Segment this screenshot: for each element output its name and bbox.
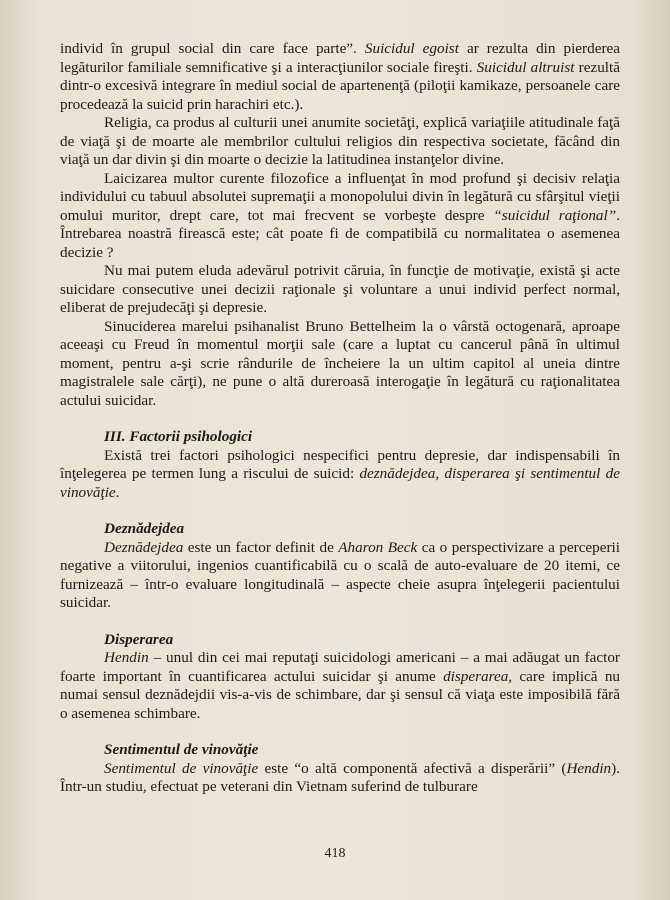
paragraph-vinovatie: Sentimentul de vinovăţie este “o altă componentă afectivă a disperării” (Hendin). Într-un studiu, efectuat pe veterani din Vietnam suferind de tulburare (60, 759, 621, 795)
paragraph-deznadejdea: Deznădejdea este un factor definit de Aharon Beck ca o perspectivizare a perceperii negative a viitorului, ingenios cuantificabilă cu o scală de auto-evaluare de 20 itemi, ce furnizează – într-o evaluare longitudinală – aspecte cheie asupra înţelegerii pacientului suicidar. (60, 538, 621, 611)
page-body (60, 40, 620, 797)
section-heading: III. Factorii psihologici (104, 428, 253, 445)
subheading-disperarea: Disperarea (104, 630, 174, 648)
paragraph-rational-suicide: Nu mai putem eluda adevărul potrivit căruia, în funcţie de motivaţie, există şi acte suicidare consecutive unei decizii raţionale şi voluntare a unui individ perfect normal, eliberat de prejudecăţi şi depresie. (60, 262, 620, 316)
paragraph-disperarea: Hendin – unul din cei mai reputaţi suicidologi americani – a mai adăugat un factor foarte important în cuantificarea actului suicidar şi anume disperarea, care implică nu numai sensul deznădejdii vis-a-vis de schimbare, dar şi sensul că viaţa este imposibilă fără o asemenea schimbare. (60, 649, 621, 722)
paragraph-laicization: Laicizarea multor curente filozofice a influenţat în mod profund şi decisiv relaţia individului cu tabuul absolutei supremaţii a monopolului divin în legătură cu sfârşitul vieţii omului muritor, drept care, tot mai frecvent se vorbeşte despre “suicidul raţional”. Întrebarea noastră firească este; cât poate fi de compatibilă cu normalitatea o asemenea decizie ? (60, 169, 620, 261)
paragraph-religion: Religia, ca produs al culturii unei anumite societăţi, explică variaţiile atitudinale faţă de viaţă şi de moarte ale membrilor cultului religios din respectiva societate, făcând din viaţă un dar divin şi din moarte o decizie la latitudinea instanţelor divine. (60, 114, 620, 168)
page-number: 418 (324, 846, 346, 861)
paragraph-bettelheim: Sinuciderea marelui psihanalist Bruno Bettelheim la o vârstă octogenară, aproape aceeaşi cu Freud în momentul morţii sale (care a luptat cu cancerul până în ultimul moment, pentru a-şi scrie rândurile de încheiere la un ultim capitol al uneia dintre magistralele sale cărţi), ne pune o altă dureroasă interogaţie în legătură cu raţionalitatea actului suicidar. (60, 317, 620, 409)
paragraph-factors: Există trei factori psihologici nespecifici pentru depresie, dar indispensabili în înţelegerea pe termen lung a riscului de suicid: deznădejdea, disperarea şi sentimentul de vinovăţie. (60, 446, 620, 501)
paragraph-1: individ în grupul social din care face parte”. Suicidul egoist ar rezulta din pierderea legăturilor familiale semnificative şi a interacţiunilor sociale fireşti. Suicidul altruist rezultă dintr-o excesivă integrare în mediul social de apartenenţă (piloţii kamikaze, persoanele care procedează la suicid prin harachiri etc.). (60, 40, 620, 113)
subheading-deznadejdea: Deznădejdea (104, 520, 185, 537)
subheading-vinovatie: Sentimentul de vinovăţie (104, 741, 259, 758)
